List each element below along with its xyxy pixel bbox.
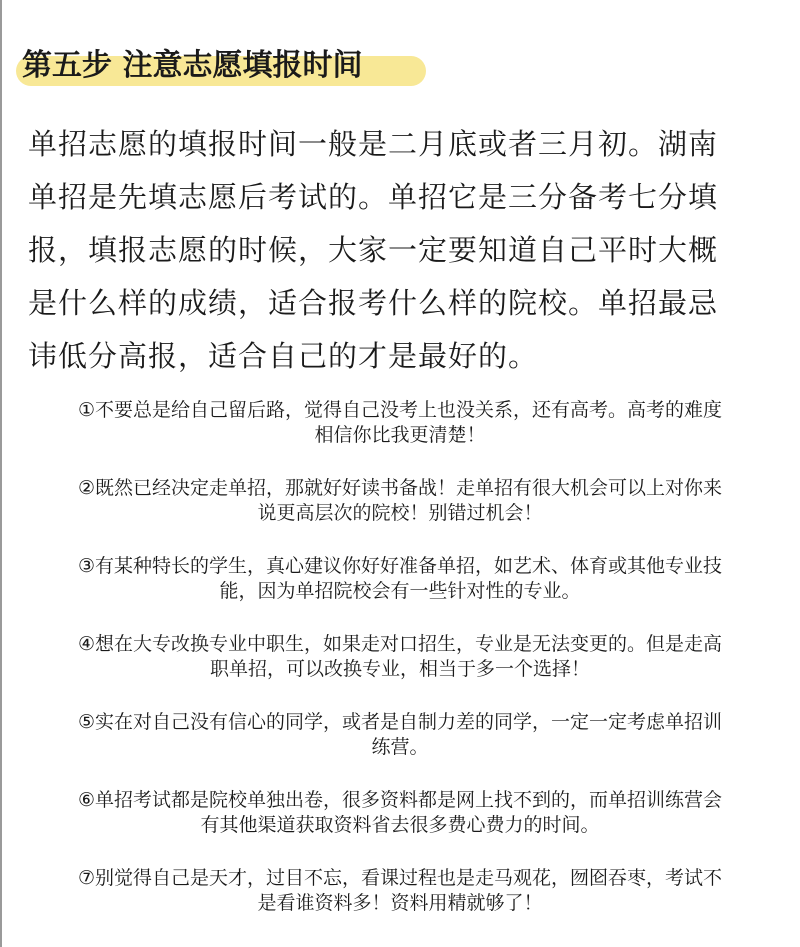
intro-paragraph [28,118,772,383]
tip-item [20,788,780,838]
tip-item [20,398,780,448]
tip-line: 是看谁资料多！资料用精就够了！ [257,892,543,914]
tip-item [20,710,780,760]
intro-line: 是什么样的成绩，适合报考什么样的院校。单招最忌 [28,286,719,320]
tip-line: ⑦别觉得自己是天才，过目不忘，看课过程也是走马观花，囫囵吞枣，考试不 [77,867,723,889]
tip-line: ③有某种特长的学生，真心建议你好好准备单招，如艺术、体育或其他专业技 [77,555,723,577]
intro-line: 讳低分高报，适合自己的才是最好的。 [28,339,539,373]
section-title [16,44,436,88]
tip-item [20,866,780,916]
tips-list [20,398,780,944]
tip-item [20,476,780,526]
tip-line: 说更高层次的院校！别错过机会！ [257,502,543,524]
tip-line: ⑤实在对自己没有信心的同学，或者是自制力差的同学，一定一定考虑单招训 [77,711,723,733]
tip-line: ⑥单招考试都是院校单独出卷，很多资料都是网上找不到的，而单招训练营会 [77,789,723,811]
tip-item [20,554,780,604]
intro-line: 报，填报志愿的时候，大家一定要知道自己平时大概 [28,233,719,267]
tip-line: 练营。 [371,736,429,758]
tip-line: 能，因为单招院校会有一些针对性的专业。 [219,580,581,602]
page-edge-divider [0,0,2,947]
tip-line: 有其他渠道获取资料省去很多费心费力的时间。 [200,814,600,836]
tip-line: ④想在大专改换专业中职生，如果走对口招生，专业是无法变更的。但是走高 [77,633,723,655]
intro-line: 单招志愿的填报时间一般是二月底或者三月初。湖南 [28,127,719,161]
tip-line: ①不要总是给自己留后路，觉得自己没考上也没关系，还有高考。高考的难度 [77,399,723,421]
tip-line: ②既然已经决定走单招，那就好好读书备战！走单招有很大机会可以上对你来 [77,477,723,499]
intro-line: 单招是先填志愿后考试的。单招它是三分备考七分填 [28,180,719,214]
tip-line: 职单招，可以改换专业，相当于多一个选择！ [209,658,590,680]
tip-item [20,632,780,682]
tip-line: 相信你比我更清楚！ [314,424,486,446]
page-title: 第五步 注意志愿填报时间 [22,48,363,83]
